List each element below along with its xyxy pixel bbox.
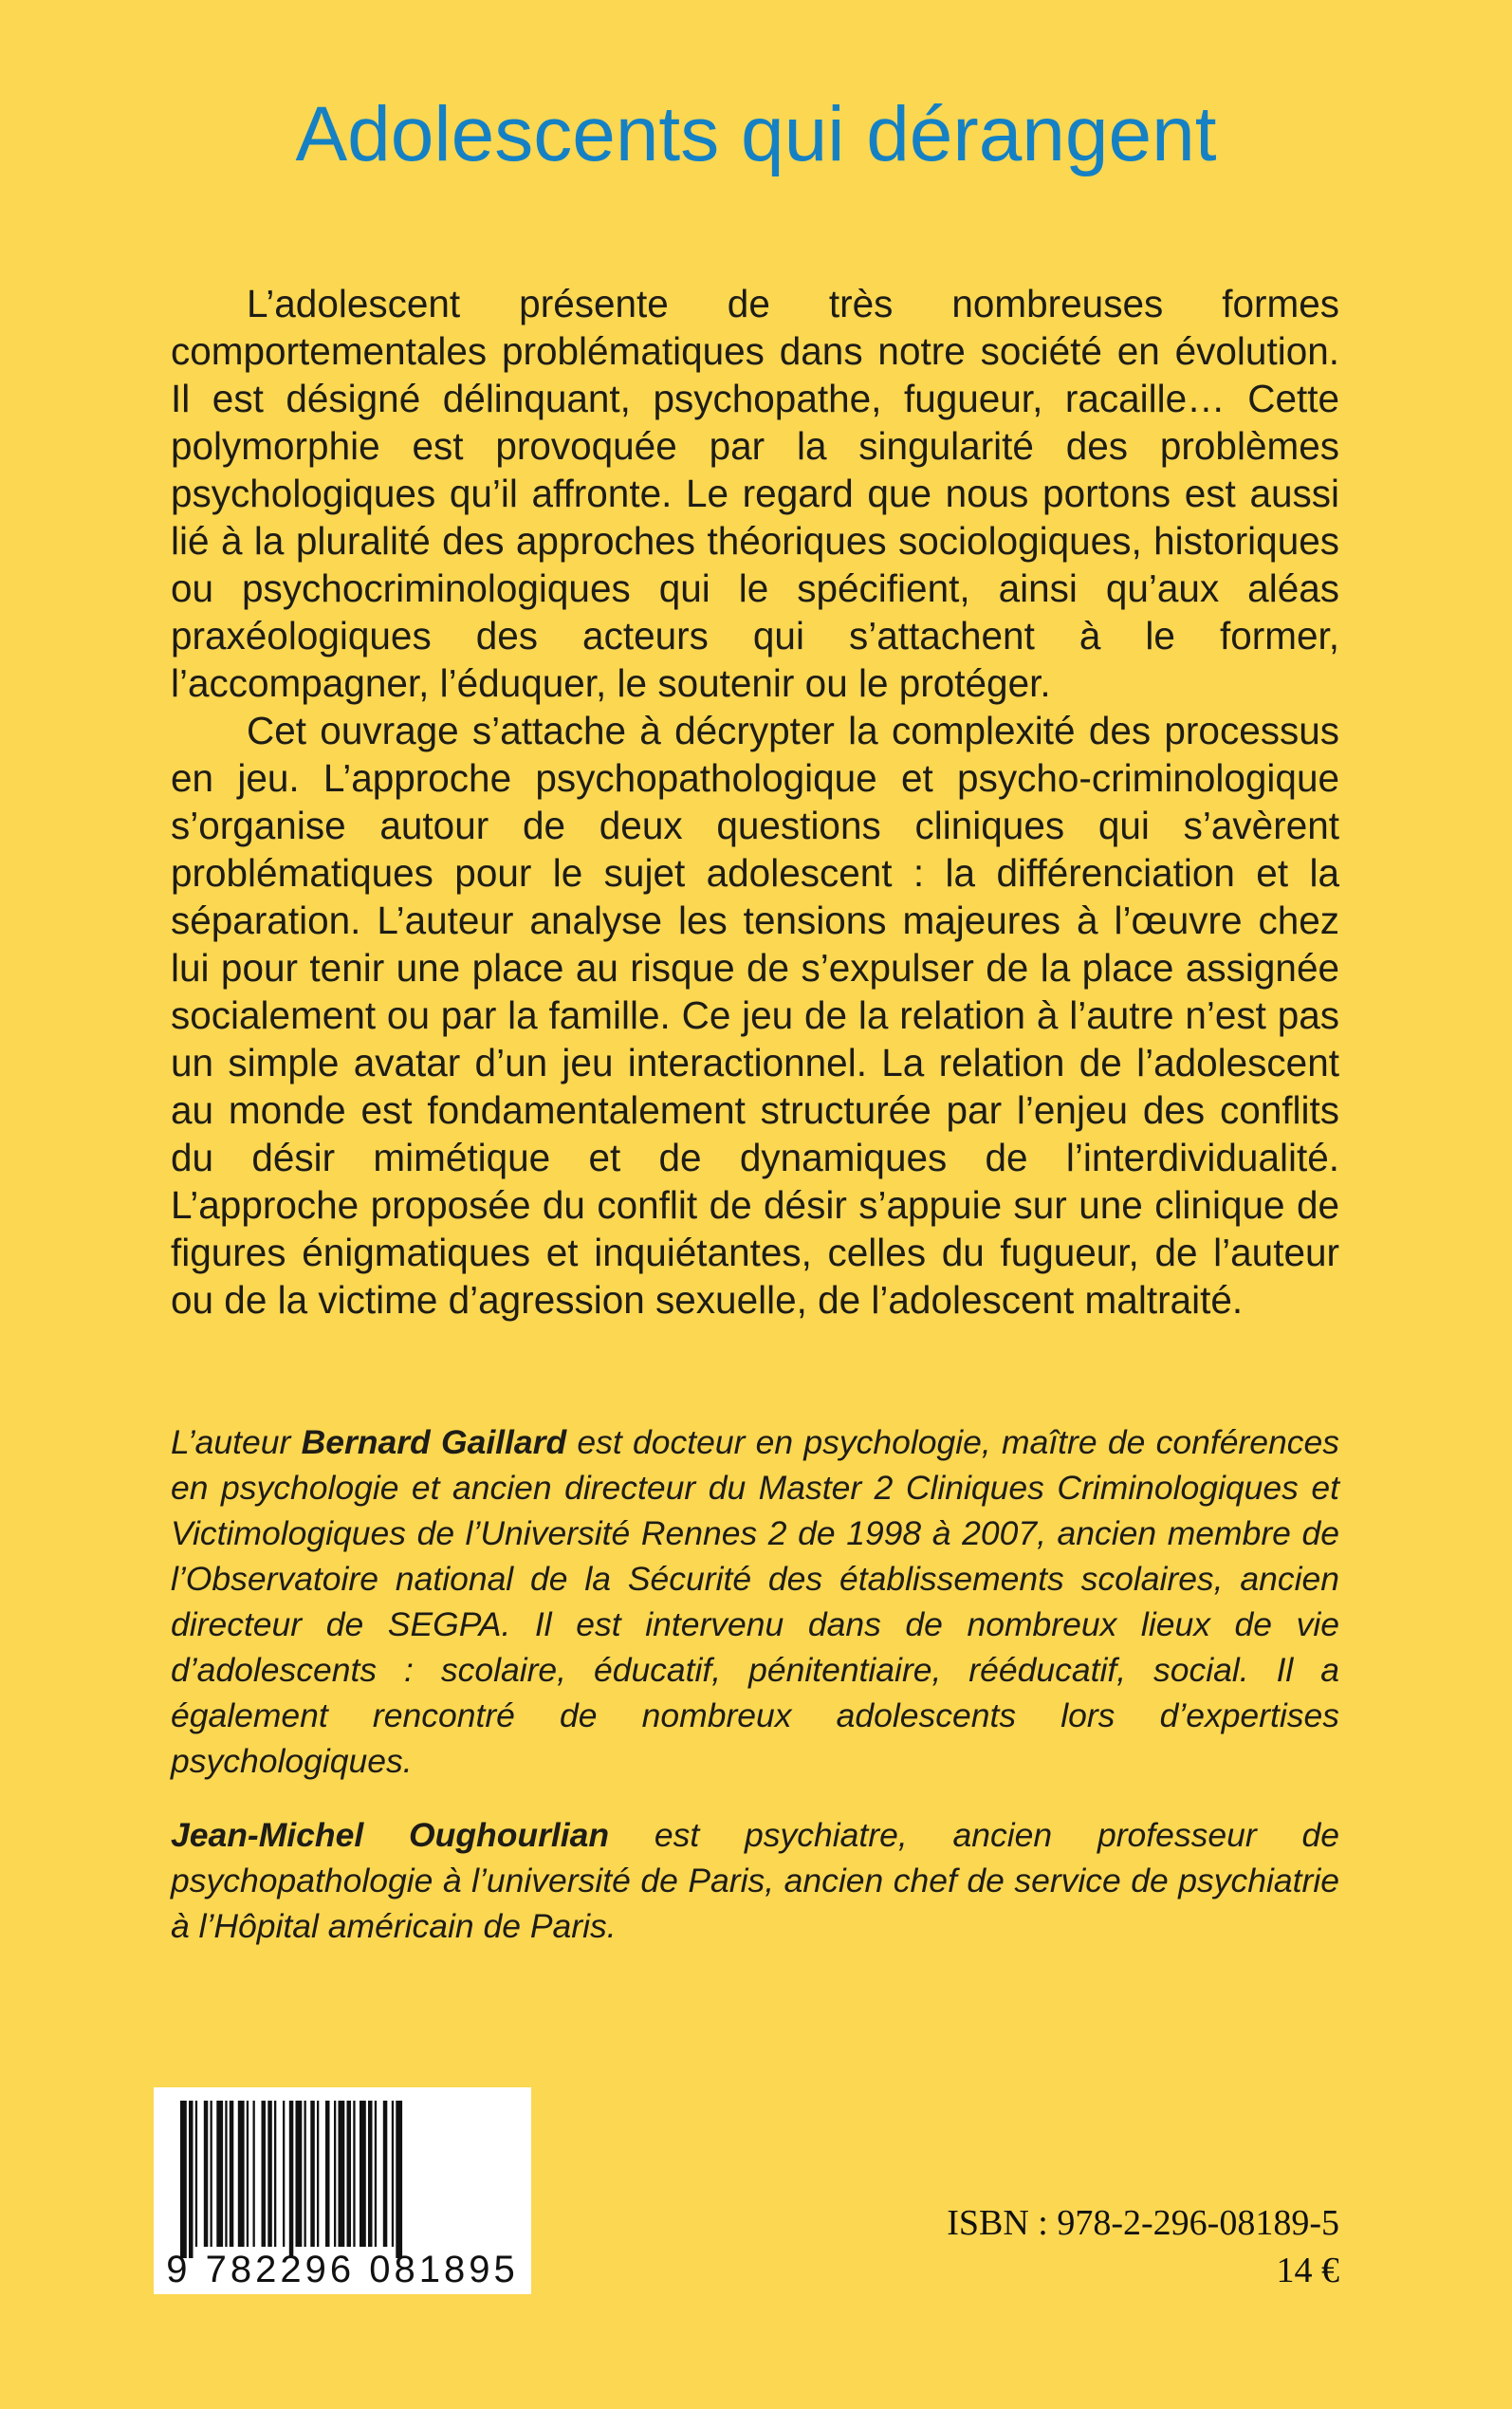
barcode-bar [392,2101,394,2247]
barcode-bar [180,2101,187,2258]
barcode-bar [247,2101,249,2247]
summary-paragraph-1: L’adolescent présente de très nombreuses formes comportementales problématiques dans notre société en évolution. Il est désigné délinquant, psychopathe, fugueur, racaille… Cette polymorphie est provoquée par la singularité des problèmes psychologiques qu’il affronte. Le regard que nous portons est aussi lié à la pluralité des approches théoriques sociologiques, historiques ou psychocriminologiques qui le spécifient, ainsi qu’aux aléas praxéologiques des acteurs qui s’attachent à le former, l’accompagner, l’éduquer, le soutenir ou le protéger. [171,282,1339,705]
author-bio [171,1419,1339,1784]
author-bio-prefix: L’auteur [171,1423,302,1461]
barcode-bar [289,2101,294,2258]
preface-author-bio-text: est psychiatre, ancien professeur de psychopathologie à l’université de Paris, ancien chef de service de psychiatrie à l’Hôpital américain de Paris. [171,1816,1340,1945]
barcode-bar [304,2101,306,2247]
barcode-bar [267,2101,272,2247]
barcode-bar [334,2101,336,2247]
preface-author-name: Jean-Michel Oughourlian [171,1816,610,1854]
isbn: ISBN : 978-2-296-08189-5 [947,2203,1339,2243]
barcode-bar [347,2101,352,2247]
author-name: Bernard Gaillard [301,1423,567,1461]
barcode-bar [195,2101,197,2247]
author-bio-text: est docteur en psychologie, maître de conférences en psychologie et ancien directeur du Master 2 Cliniques Criminologiques et Victimologiques de l’Université Rennes 2 de 1998 à 2007, ancien membre de l’Observatoire national de la Sécurité des établissements scolaires, ancien directeur de SEGPA. Il est intervenu dans de nombreux lieux de vie d’adolescents : scolaire, éducatif, pénitentiaire, rééducatif, social. Il a également rencontré de nombreux adolescents lors d’expertises psychologiques. [171,1423,1339,1780]
barcode-bar [238,2101,245,2247]
barcode-bar [339,2101,345,2247]
barcode-bar [204,2101,209,2247]
barcode-bar [383,2101,388,2247]
barcode-bar [375,2101,377,2247]
barcode-bar [189,2101,194,2258]
barcode-bar [253,2101,255,2247]
summary-text [171,280,1339,1324]
barcode-bar [317,2101,319,2247]
barcode-bar [396,2101,402,2258]
barcode-bar [310,2101,315,2247]
barcode-bar [325,2101,330,2247]
barcode-bar [274,2101,276,2247]
barcode-bar [283,2101,285,2247]
summary-paragraph-2: Cet ouvrage s’attache à décrypter la complexité des processus en jeu. L’approche psychopathologique et psycho-criminologique s’organise autour de deux questions cliniques qui s’avèrent problématiques pour le sujet adolescent : la différenciation et la séparation. L’auteur analyse les tensions majeures à l’œuvre chez lui pour tenir une place au risque de s’expulser de la place assignée socialement ou par la famille. Ce jeu de la relation à l’autre n’est pas un simple avatar d’un jeu interactionnel. La relation de l’adolescent au monde est fondamentalement structurée par l’enjeu des conflits du désir mimétique et de dynamiques de l’interdividualité. L’approche proposée du conflit de désir s’appuie sur une clinique de figures énigmatiques et inquiétantes, celles du fugueur, de l’auteur ou de la victime d’agression sexuelle, de l’adolescent maltraité. [171,709,1339,1322]
barcode-bar [230,2101,234,2247]
barcode-bar [353,2101,355,2247]
barcode-bar [368,2101,373,2247]
barcode-bar [360,2101,366,2247]
barcode-bar [216,2101,223,2247]
price: 14 € [1276,2251,1339,2290]
barcode-bar [262,2101,267,2247]
barcode-bar [296,2101,303,2247]
barcode [154,2087,531,2294]
barcode-digits: 9 782296 081895 [166,2249,519,2290]
barcode-bar [211,2101,212,2247]
barcode-bar [225,2101,227,2247]
book-title: Adolescents qui dérangent [295,91,1217,177]
preface-author-bio [171,1812,1339,1949]
